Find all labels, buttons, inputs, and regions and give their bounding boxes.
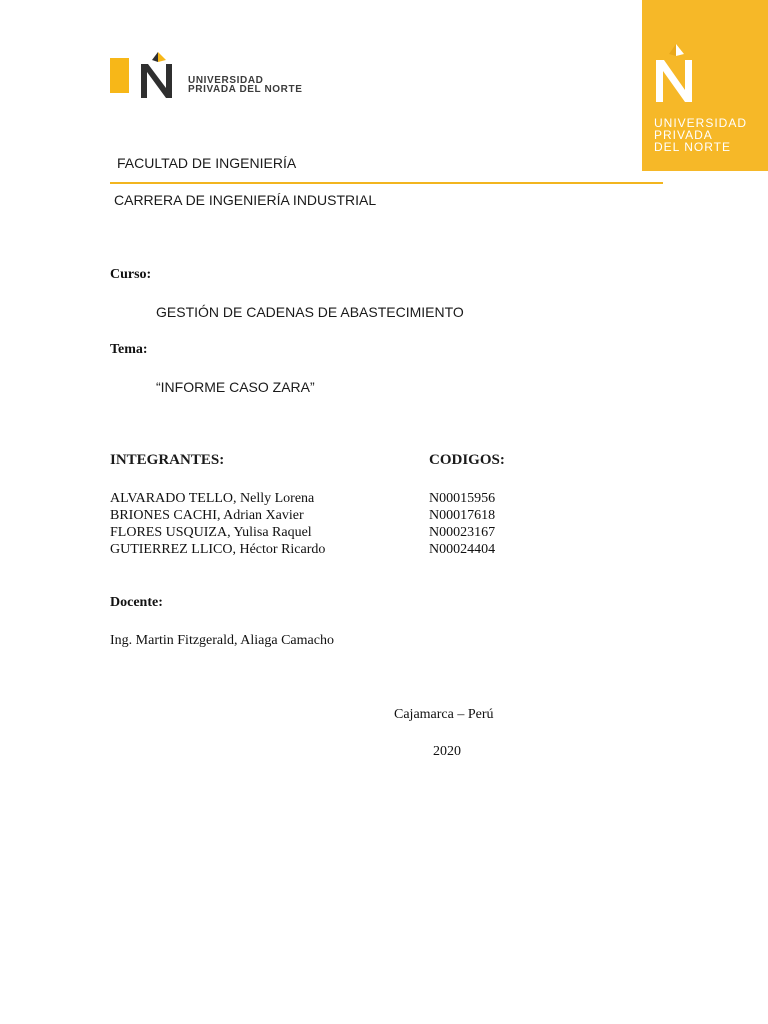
university-logo — [110, 46, 350, 102]
logo-text-line2: PRIVADA DEL NORTE — [188, 84, 303, 95]
members-label: INTEGRANTES: — [110, 452, 225, 468]
codes-label: CODIGOS: — [429, 452, 505, 468]
year-text: 2020 — [433, 744, 461, 759]
place-text: Cajamarca – Perú — [394, 707, 494, 722]
topic-label: Tema: — [110, 342, 148, 357]
member-name: ALVARADO TELLO, Nelly Lorena — [110, 491, 315, 506]
logo-block-line1: UNIVERSIDAD — [654, 116, 748, 130]
member-code: N00023167 — [429, 525, 496, 540]
header-divider — [110, 182, 663, 184]
logo-n-icon — [138, 50, 180, 100]
member-name: BRIONES CACHI, Adrian Xavier — [110, 508, 304, 523]
logo-text-line1: UNIVERSIDAD — [188, 75, 264, 86]
logo-block-line2: PRIVADA — [654, 128, 713, 142]
career-title: CARRERA DE INGENIERÍA INDUSTRIAL — [114, 192, 377, 208]
university-logo-block — [642, 0, 768, 171]
course-value: GESTIÓN DE CADENAS DE ABASTECIMIENTO — [156, 304, 464, 320]
member-name: FLORES USQUIZA, Yulisa Raquel — [110, 525, 312, 540]
teacher-label: Docente: — [110, 595, 163, 610]
course-label: Curso: — [110, 267, 152, 282]
topic-value: “INFORME CASO ZARA” — [156, 379, 315, 395]
logo-accent-bar — [110, 58, 129, 93]
member-code: N00017618 — [429, 508, 496, 523]
member-name: GUTIERREZ LLICO, Héctor Ricardo — [110, 542, 326, 557]
member-code: N00024404 — [429, 542, 496, 557]
member-code: N00015956 — [429, 491, 496, 506]
faculty-title: FACULTAD DE INGENIERÍA — [117, 155, 297, 171]
logo-block-line3: DEL NORTE — [654, 140, 732, 154]
logo-n-white-icon — [654, 40, 698, 104]
teacher-name: Ing. Martin Fitzgerald, Aliaga Camacho — [110, 633, 334, 648]
